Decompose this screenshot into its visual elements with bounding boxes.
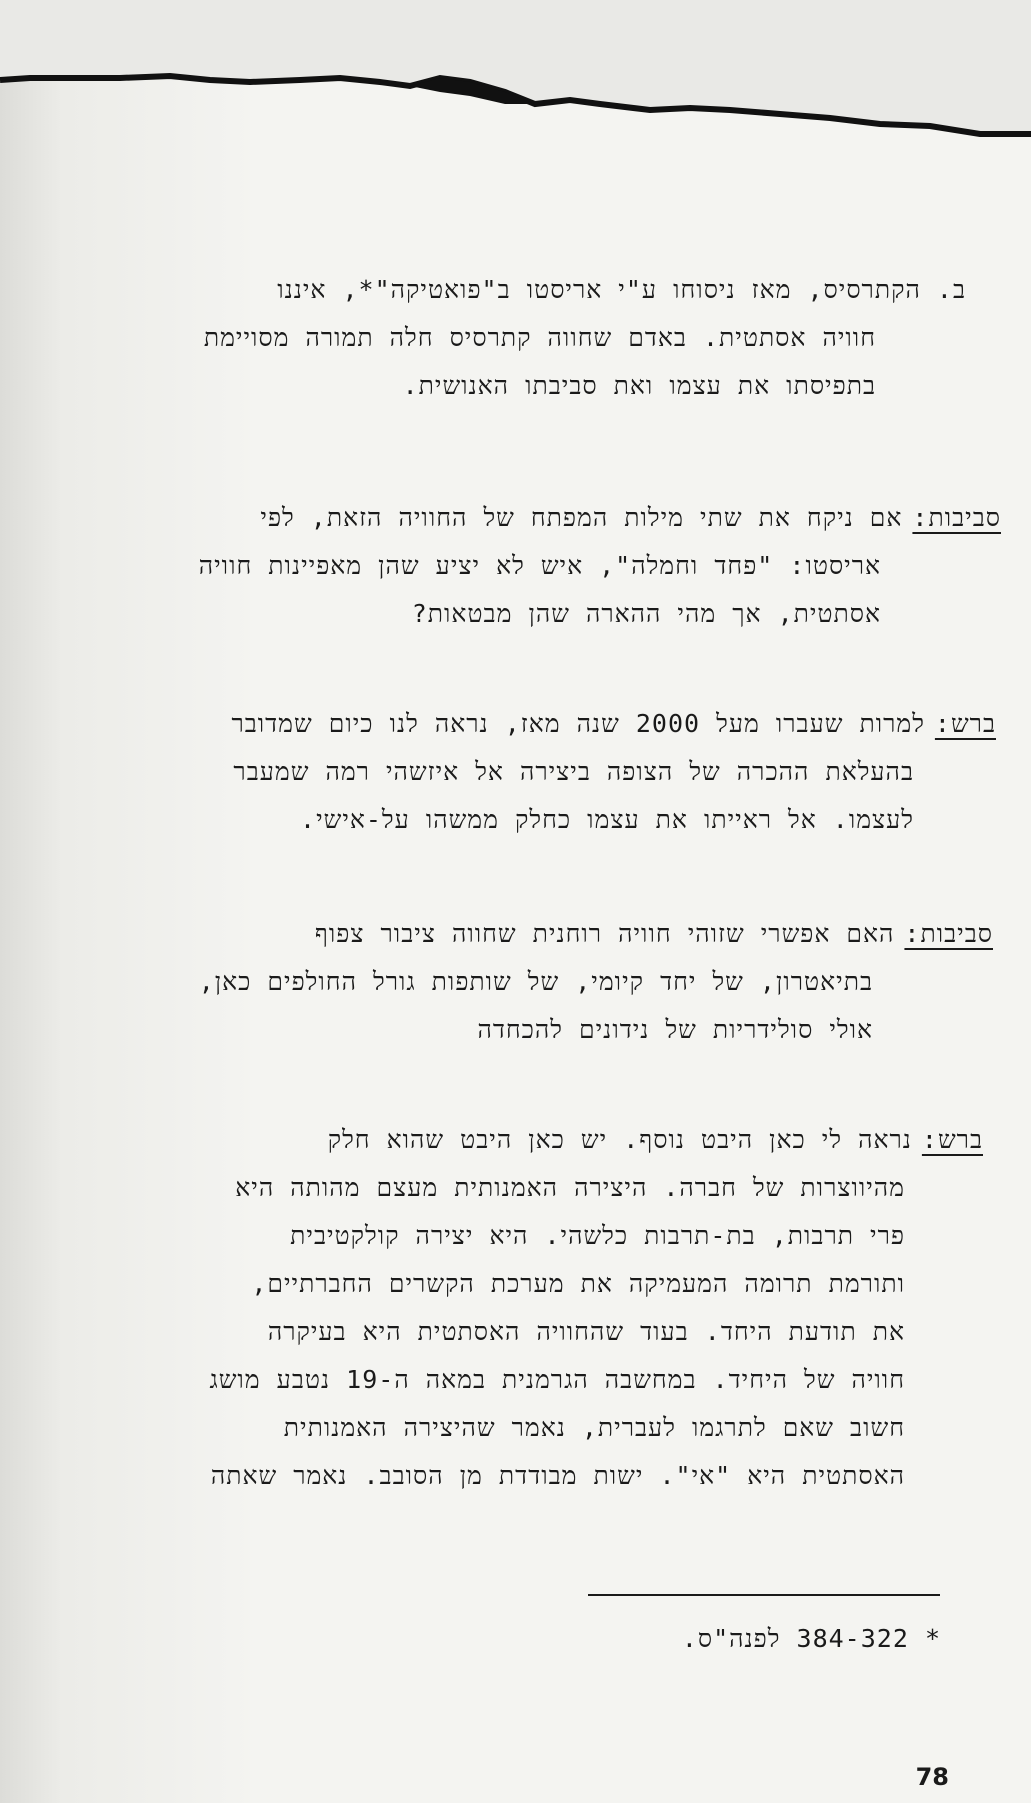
text-line: האסתטית היא "אי". ישות מבודדת מן הסובב. נאמר שאתה — [210, 1461, 905, 1490]
text-line: בתיאטרון, של יחד קיומי, של שותפות גורל החולפים כאן, — [198, 967, 873, 996]
paragraph-1 — [86, 266, 966, 410]
footnote: * 384-322 לפנה"ס. — [681, 1624, 941, 1653]
text-line: את תודעת היחד. בעוד שהחוויה האסתטית היא בעיקרה — [267, 1317, 905, 1346]
paragraph-4 — [113, 910, 993, 1054]
text-line: ב. הקתרסיס, מאז ניסוחו ע"י אריסטו ב"פואטיקה"*, איננו — [277, 275, 966, 304]
text-line: פרי תרבות, בת-תרבות כלשהי. היא יצירה קולקטיבית — [290, 1221, 905, 1250]
text-line: אריסטו: "פחד וחמלה", איש לא יציע שהן מאפיינות חוויה — [198, 551, 881, 580]
text-line: אולי סולידריות של נידונים להכחדה — [477, 1015, 873, 1044]
paragraph-5 — [103, 1116, 983, 1500]
text-line-content: למרות שעברו מעל 2000 שנה מאז, נראה לנו כיום שמדובר — [231, 709, 925, 738]
speaker-label: ברש: — [921, 1125, 983, 1154]
text-line-content: האם אפשרי שזוהי חוויה רוחנית שחווה ציבור צפוף — [314, 919, 895, 948]
paragraph-2 — [121, 494, 1001, 638]
text-line — [116, 700, 996, 748]
text-line: חשוב שאם לתרגמו לעברית, נאמר שהיצירה האמנותית — [283, 1413, 905, 1442]
text-line: חוויה של היחיד. במחשבה הגרמנית במאה ה-19 נטבע מושג — [209, 1365, 905, 1394]
speaker-label: ברש: — [934, 709, 996, 738]
text-line: אסתטית, אך מהי ההארה שהן מבטאות? — [411, 599, 881, 628]
paragraph-3 — [116, 700, 996, 844]
text-line: חוויה אסתטית. באדם שחווה קתרסיס חלה תמורה מסויימת — [203, 323, 876, 352]
text-line: לעצמו. אל ראייתו את עצמו כחלק ממשהו על-אישי. — [300, 805, 914, 834]
text-line: בתפיסתו את עצמו ואת סביבתו האנושית. — [402, 371, 876, 400]
text-line: מהיווצרות של חברה. היצירה האמנותית מעצם מהותה היא — [235, 1173, 905, 1202]
speaker-label: סביבות: — [904, 919, 993, 948]
text-line: בהעלאת ההכרה של הצופה ביצירה אל איזשהי רמה שמעבר — [233, 757, 914, 786]
footnote-separator — [588, 1594, 940, 1596]
text-line-content: אם ניקח את שתי מילות המפתח של החוויה הזאת, לפי — [260, 503, 903, 532]
speaker-label: סביבות: — [912, 503, 1001, 532]
text-line — [121, 494, 1001, 542]
text-line — [113, 910, 993, 958]
page-number: 78 — [915, 1763, 949, 1791]
text-line — [103, 1116, 983, 1164]
text-line: ותורמת תרומה המעמיקה את מערכת הקשרים החברתיים, — [251, 1269, 905, 1298]
text-line-content: נראה לי כאן היבט נוסף. יש כאן היבט שהוא חלק — [327, 1125, 912, 1154]
